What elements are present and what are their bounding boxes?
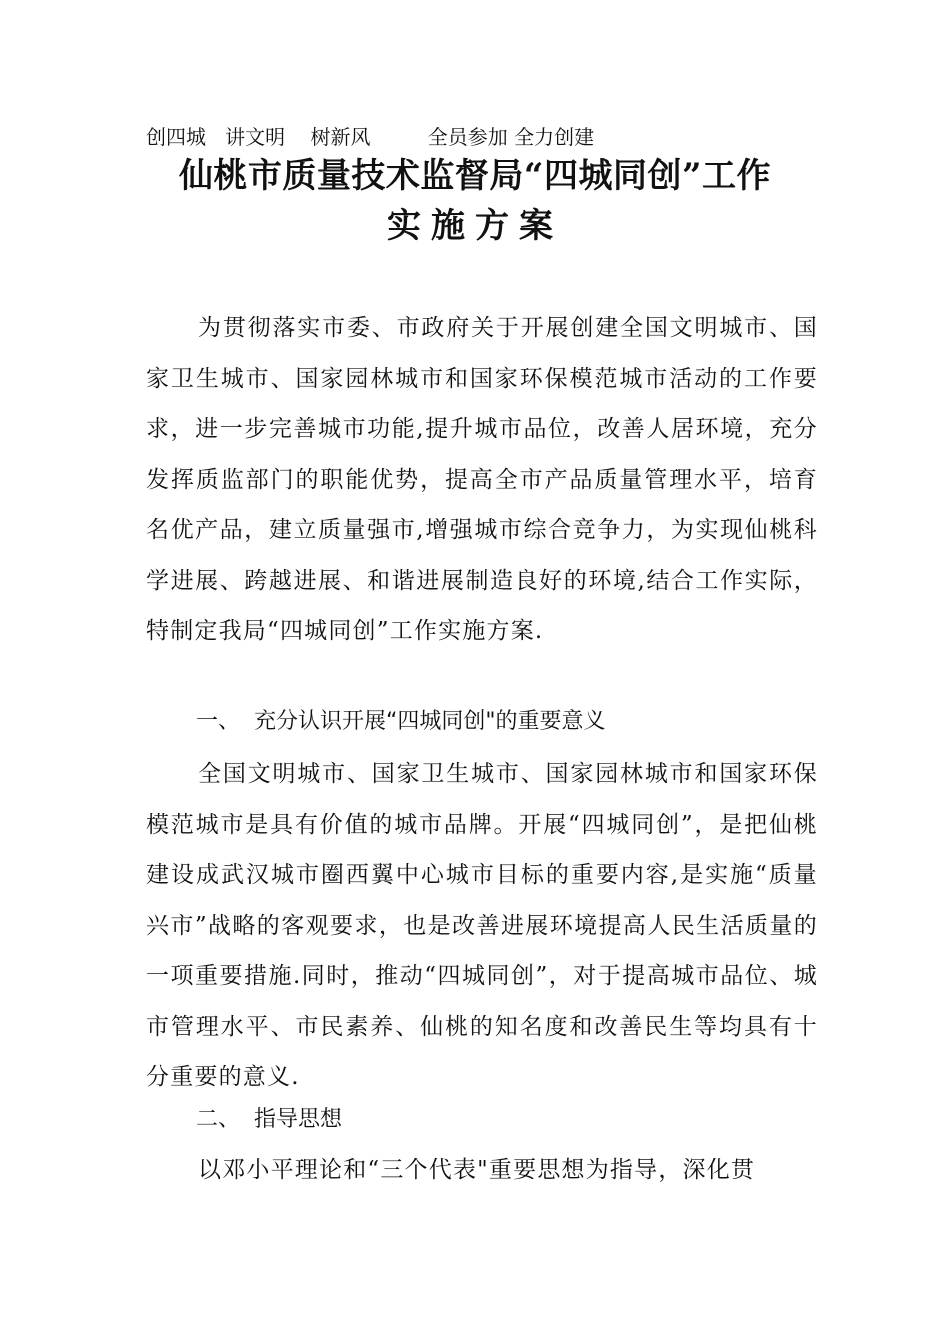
section-heading-2 [196,1100,342,1140]
section-1-paragraph: 全国文明城市、国家卫生城市、国家园林城市和国家环保模范城市是具有价值的城市品牌。开展“四城同创”，是把仙桃建设成武汉城市圈西翼中心城市目标的重要内容,是实施“质量兴市”战略的客观要求，也是改善进展环境提高人民生活质量的一项重要措施.同时，推动“四城同创”，对于提高城市品位、城市管理水平、市民素养、仙桃的知名度和改善民生等均具有十分重要的意义. [146,761,818,1090]
document-title-line-2: 实施方案 [387,206,563,246]
section-heading-1 [196,702,606,742]
slogan-line: 创四城 讲文明 树新风 全员参加 全力创建 [146,125,595,149]
document-title-line-1: 仙桃市质量技术监督局“四城同创”工作 [178,156,772,196]
section-heading-text: 充分认识开展“四城同创"的重要意义 [254,709,606,734]
section-heading-text: 指导思想 [254,1107,343,1132]
section-number: 二、 [196,1107,241,1132]
section-2-paragraph: 以邓小平理论和“三个代表"重要思想为指导，深化贯 [198,1157,756,1183]
intro-paragraph: 为贯彻落实市委、市政府关于开展创建全国文明城市、国家卫生城市、国家园林城市和国家环保模范城市活动的工作要求，进一步完善城市功能,提升城市品位，改善人居环境，充分发挥质监部门的职能优势，提高全市产品质量管理水平，培育名优产品，建立质量强市,增强城市综合竞争力，为实现仙桃科学进展、跨越进展、和谐进展制造良好的环境,结合工作实际，特制定我局“四城同创”工作实施方案. [146,315,818,644]
section-number: 一、 [196,709,241,734]
